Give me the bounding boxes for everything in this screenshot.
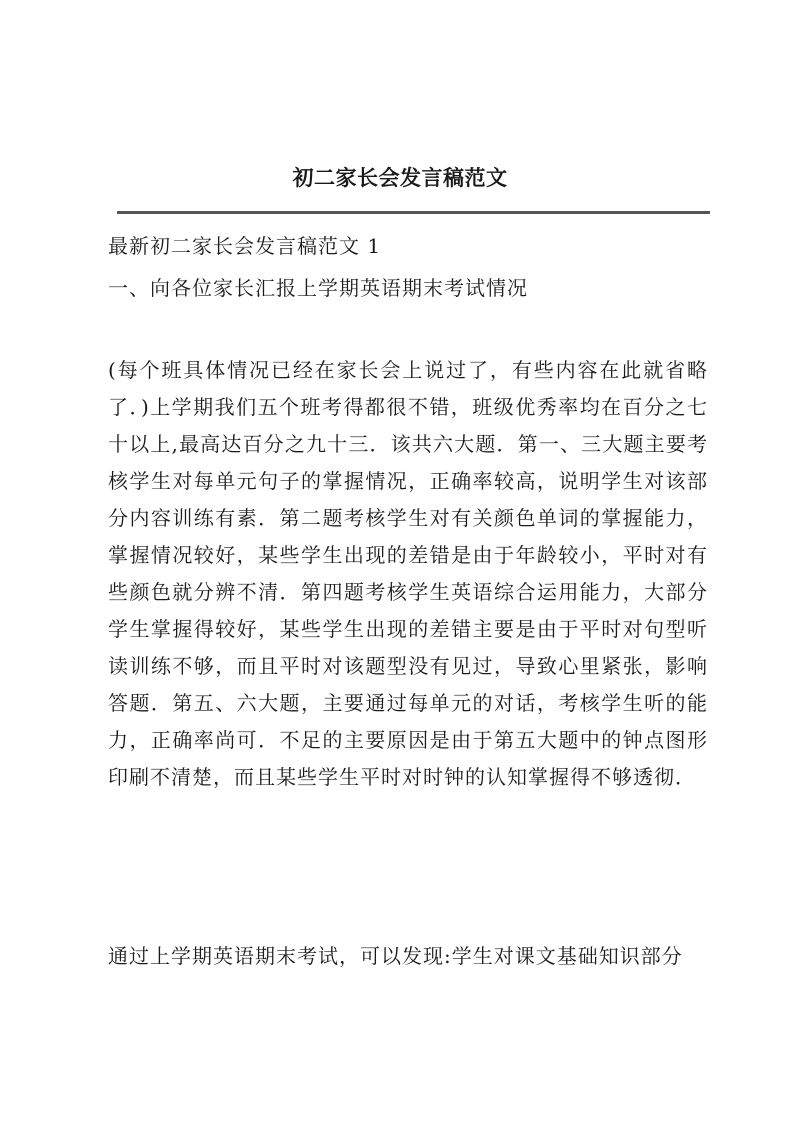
body-paragraph-2: 通过上学期英语期末考试，可以发现:学生对课文基础知识部分 [108, 944, 683, 968]
section-heading: 一、向各位家长汇报上学期英语期末考试情况 [108, 276, 528, 300]
body-paragraph-1: (每个班具体情况已经在家长会上说过了，有些内容在此就省略了．)上学期我们五个班考得都很不错，班级优秀率均在百分之七十以上,最高达百分之九十三．该共六大题．第一、三大题主要考核学生对每单元句子的掌握情况，正确率较高，说明学生对该部分内容训练有素．第二题考核学生对有关颜色单词的掌握能力，掌握情况较好，某些学生出现的差错是由于年龄较小，平时对有些颜色就分辨不清．第四题考核学生英语综合运用能力，大部分学生掌握得较好，某些学生出现的差错主要是由于平时对句型听读训练不够，而且平时对该题型没有见过，导致心里紧张，影响答题．第五、六大题，主要通过每单元的对话，考核学生听的能力，正确率尚可．不足的主要原因是由于第五大题中的钟点图形印刷不清楚，而且某些学生平时对时钟的认知掌握得不够透彻． [108, 358, 708, 789]
title-divider [117, 211, 710, 214]
document-title: 初二家长会发言稿范文 [292, 165, 508, 190]
document-subtitle: 最新初二家长会发言稿范文 1 [108, 234, 382, 258]
